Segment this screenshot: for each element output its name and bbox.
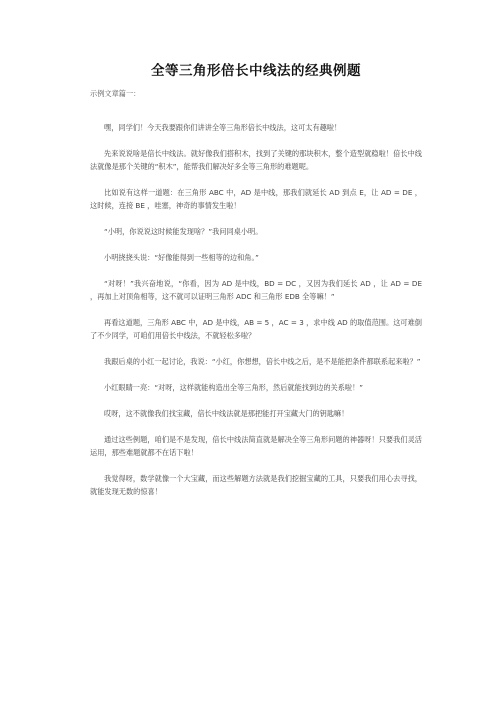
paragraph: 比如说有这样一道题：在三角形 ABC 中，AD 是中线，那我们就延长 AD 到点 E，让 AD = DE ，这时候，连接 BE ，哇塞，神奇的事情发生啦！: [90, 188, 422, 210]
paragraph: 我跟后桌的小红一起讨论，我说：“小红，你想想，倍长中线之后，是不是能把条件都联系起来啦？”: [104, 357, 421, 366]
paragraph: 先来说说啥是倍长中线法。就好像我们搭积木，找到了关键的那块积木，整个造型就稳啦！倍长中线法就像是那个关键的“积木”，能帮我们解决好多全等三角形的难题呢。: [90, 149, 422, 171]
document-subtitle: 示例文章篇一：: [90, 89, 141, 98]
paragraph: 小明挠挠头说：“好像能得到一些相等的边和角。”: [104, 253, 259, 262]
paragraph: 通过这些例题，咱们是不是发现，倍长中线法简直就是解决全等三角形问题的神器呀！只要我们灵活运用，那些难题就都不在话下啦！: [90, 435, 422, 457]
paragraph: 我觉得呀，数学就像一个大宝藏，而这些解题方法就是我们挖掘宝藏的工具，只要我们用心去寻找，就能发现无数的惊喜！: [90, 474, 422, 496]
document-body: [90, 121, 422, 498]
paragraph: 小红眼睛一亮：“对呀，这样就能构造出全等三角形，然后就能找到边的关系啦！”: [104, 383, 364, 392]
paragraph: 嘿，同学们！今天我要跟你们讲讲全等三角形倍长中线法，这可太有趣啦！: [104, 123, 342, 132]
document-title: 全等三角形倍长中线法的经典例题: [151, 63, 361, 79]
paragraph: “小明，你说说这时候能发现啥？”我问同桌小明。: [104, 227, 263, 236]
paragraph: “对呀！”我兴奋地说，“你看，因为 AD 是中线，BD = DC ，又因为我们延长 AD ，让 AD = DE ，再加上对顶角相等，这不就可以证明三角形 ADC 和三角形 EDB 全等嘛！”: [90, 279, 422, 301]
paragraph: 哎呀，这不就像我们找宝藏，倍长中线法就是那把能打开宝藏大门的钥匙嘛！: [104, 409, 349, 418]
paragraph: 再看这道题，三角形 ABC 中，AD 是中线，AB = 5 ，AC = 3 ，求中线 AD 的取值范围。这可难倒了不少同学，可咱们用倍长中线法，不就轻松多啦？: [90, 318, 422, 340]
